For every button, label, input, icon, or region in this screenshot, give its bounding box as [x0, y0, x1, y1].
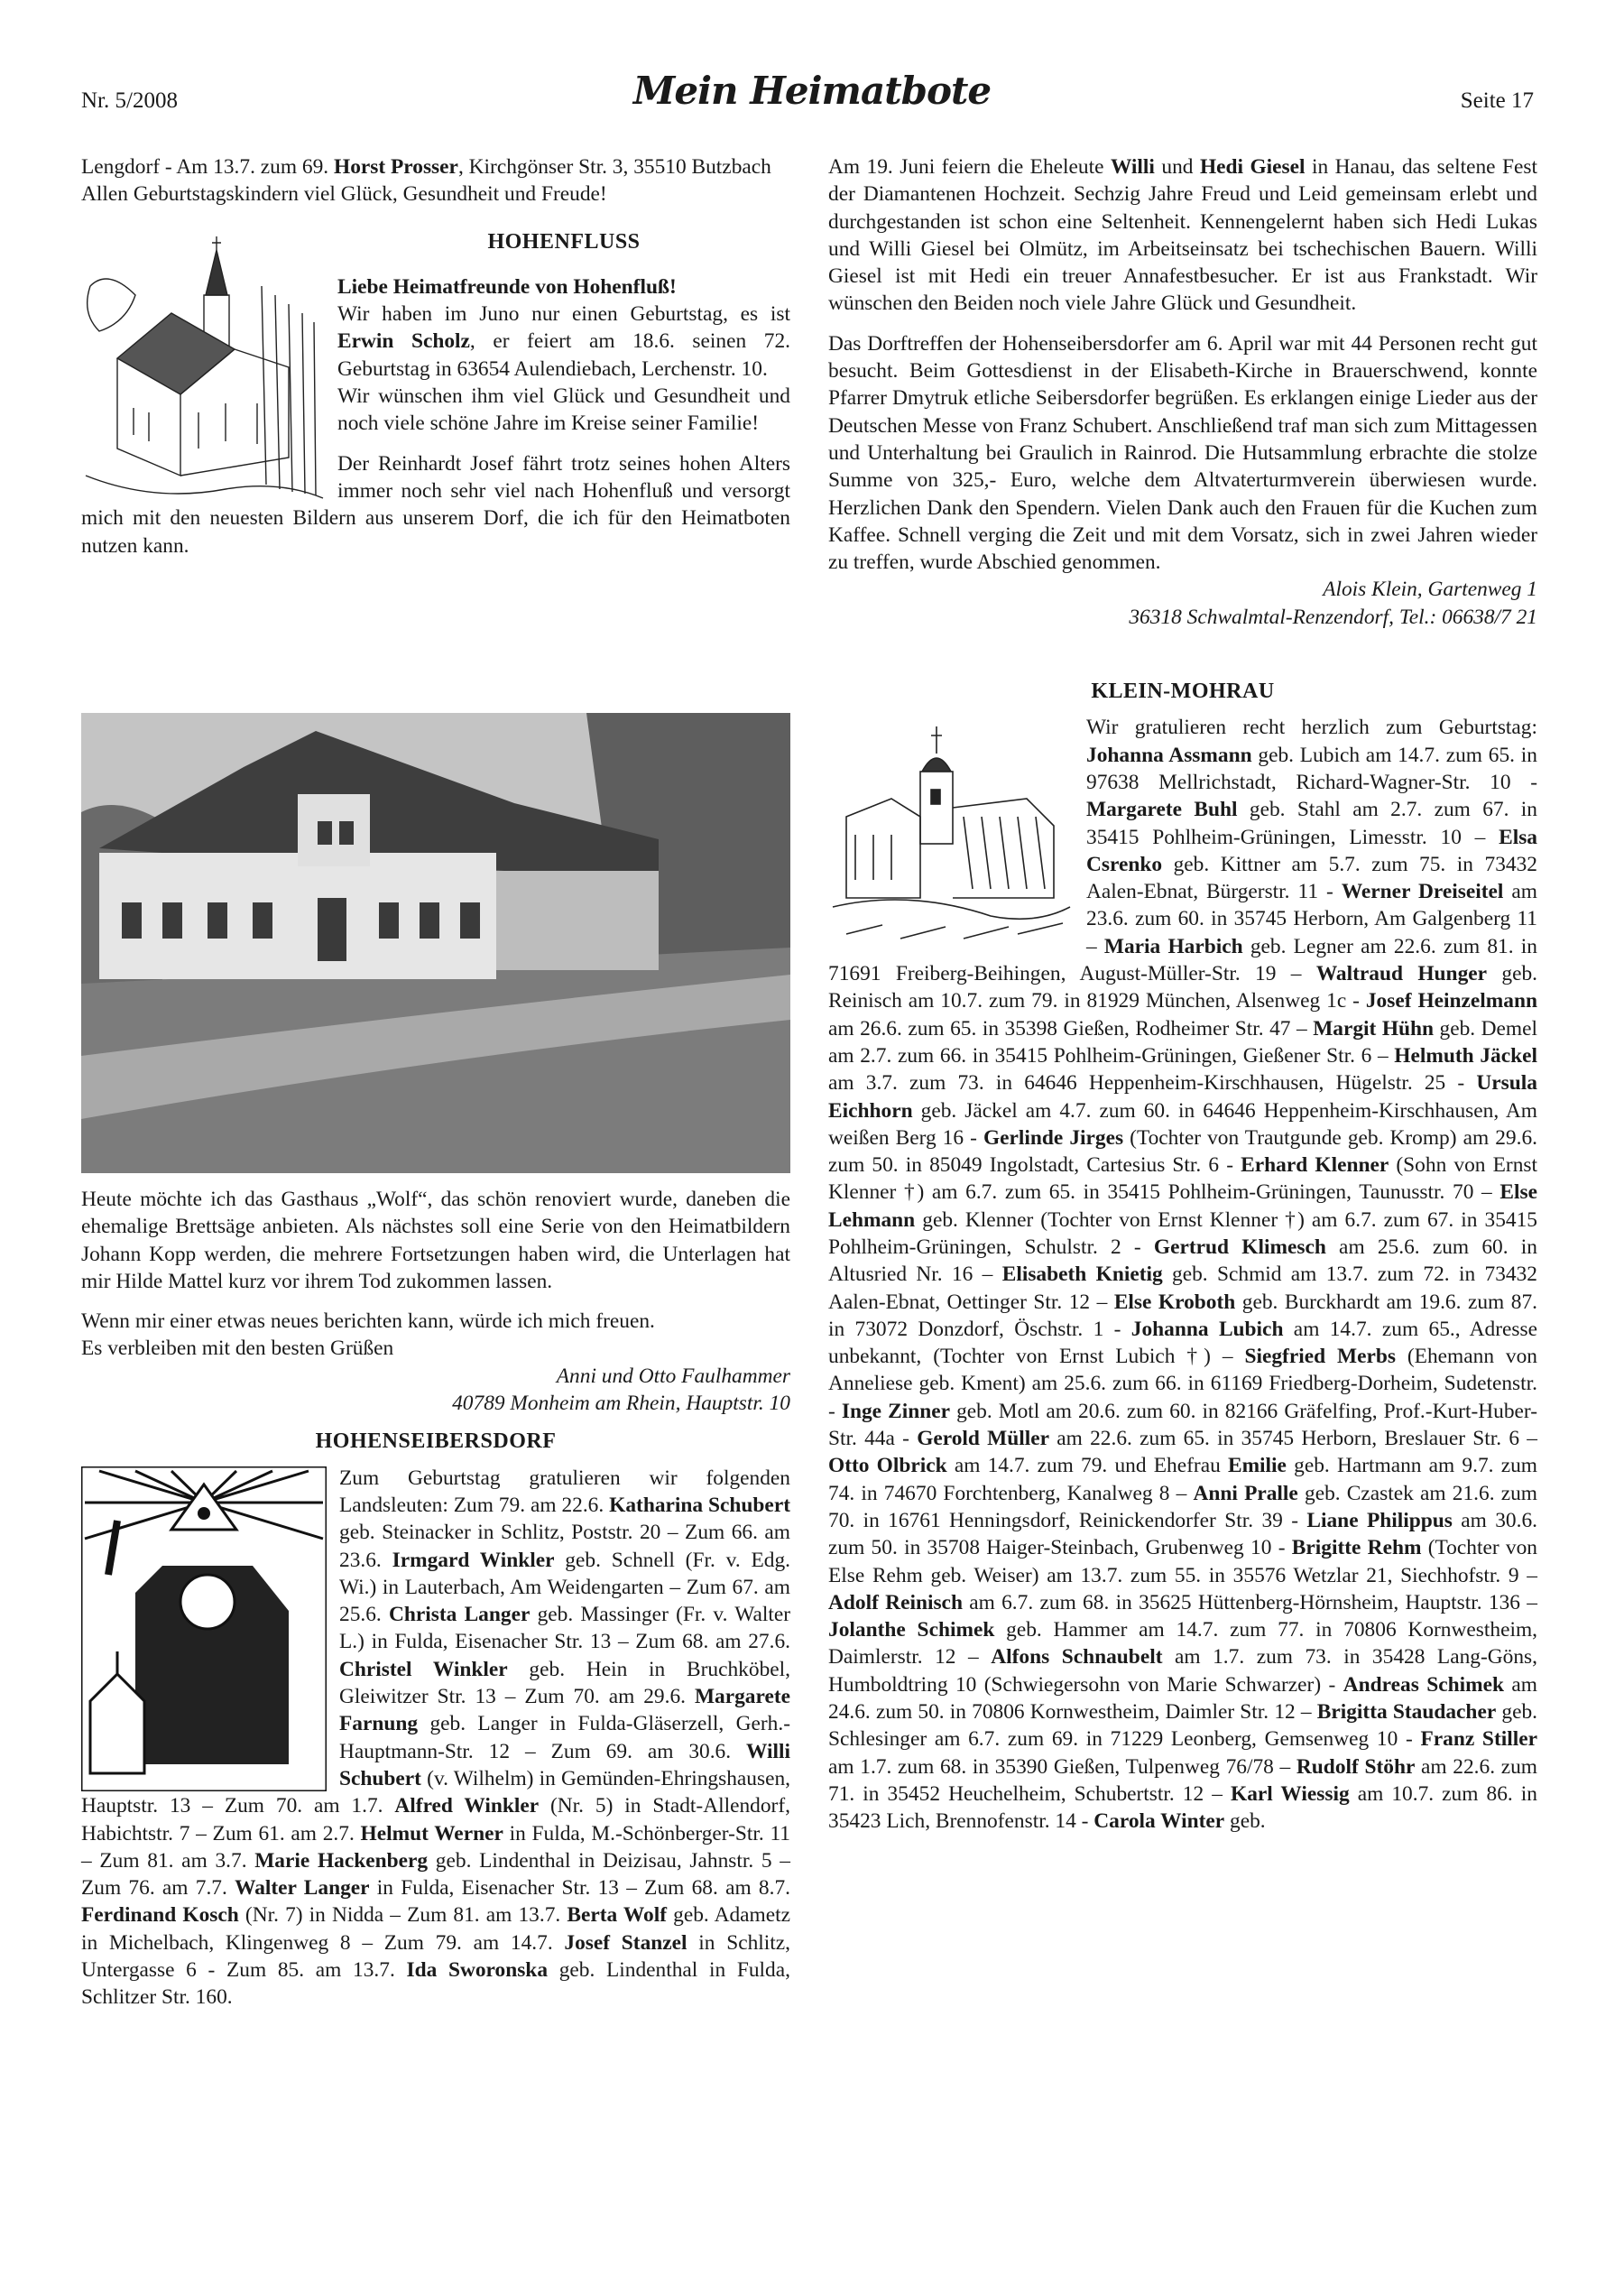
person-name: Christel Winkler [339, 1657, 508, 1681]
person-name: Waltraud Hunger [1315, 962, 1488, 986]
hohenfluss-birthday: Wir haben im Juno nur einen Geburtstag, es ist Erwin Scholz, er feiert am 18.6. seinen 72. Geburtstag in 63654 Aulendiebach, Lerchenstr. 10. [337, 302, 790, 381]
text-run: am 25.6. zum 60. in Altusried Nr. 16 – [828, 1235, 1537, 1287]
greeting: Liebe Heimatfreunde von Hohenfluß! [337, 274, 677, 299]
text-run: geb. Lindenthal in Deizisau, Jahnstr. 5 – Zum 76. am 7.7. [81, 1848, 790, 1901]
person-name: Ferdinand Kosch [81, 1903, 239, 1928]
woodcut-illustration [81, 1466, 327, 1791]
signature-name: Alois Klein, Gartenweg 1 [1323, 578, 1537, 602]
text-run: am 1.7. zum 68. in 35390 Gießen, Tulpenweg 76/78 – [828, 1754, 1296, 1779]
text-run: und [1154, 155, 1200, 179]
text-run: in Hanau, das seltene Fest der Diamantenen Hochzeit. Sechzig Jahre Freud und Leid gemeinsam erlebt und durchgestanden ist schon eine Seltenheit. Kennengelernt haben sich Hedi Lukas und Willi Giesel bei Olmütz, im Arbeitseinsatz bei tschechischen Bauern. Willi Giesel ist mit Hedi ein treuer Annafestbesucher. Er ist aus Frankstadt. Wir wünschen den Beiden noch viele Jahre Glück und Gesundheit. [828, 155, 1537, 316]
person-name: Margarete Farnung [339, 1685, 790, 1736]
person-name: Margit Hühn [1313, 1016, 1435, 1041]
gasthaus-wolf-photo [81, 713, 790, 1173]
village-church-illustration [828, 717, 1074, 948]
text-run: am 3.7. zum 73. in 64646 Heppenheim-Kirschhausen, Hügelstr. 25 - [828, 1071, 1477, 1096]
text-run: geb. Reinisch am 10.7. zum 79. in 81929 München, Alsenweg 1c - [828, 962, 1538, 1013]
text-run: geb. Czastek am 21.6. zum 70. in 16761 Henningsdorf, Reinickendorfer Str. 39 - [828, 1481, 1537, 1532]
person-name: Elisabeth Knietig [1001, 1263, 1163, 1287]
left-column-bottom [81, 1186, 790, 2012]
person-name: Josef Stanzel [564, 1930, 687, 1955]
text-run: (Tochter von Else Rehm geb. Weiser) am 13.7. zum 55. in 35576 Wetzlar 21, Siechhofstr. 9 – [828, 1536, 1537, 1587]
person-name: Werner Dreiseitel [1341, 880, 1504, 904]
person-name: Carola Winter [1093, 1809, 1225, 1834]
person-name: Elsa Csrenko [1086, 825, 1537, 876]
text-run: am 10.7. zum 86. in 35423 Lich, Brennofenstr. 14 - [828, 1781, 1537, 1834]
issue-number: Nr. 5/2008 [81, 88, 178, 113]
person-name: Brigitta Staudacher [1316, 1700, 1497, 1725]
person-name: Siegfried Merbs [1244, 1345, 1396, 1369]
person-name: Johanna Assmann [1086, 743, 1252, 767]
text-run: geb. Hartmann am 9.7. zum 74. in 74670 Forchtenberg, Kanalweg 8 – [828, 1454, 1537, 1505]
text-run: geb. Massinger (Fr. v. Walter L.) in Fulda, Eisenacher Str. 13 – Zum 68. am 27.6. [339, 1603, 790, 1654]
text-run: (Sohn von Ernst Klenner †) am 6.7. zum 65. in 35415 Pohlheim-Grüningen, Taunusstr. 70 – [828, 1153, 1537, 1205]
section-heading-hohenseibersdorf: HOHENSEIBERSDORF [315, 1429, 557, 1454]
intro-wishes: Allen Geburtstagskindern viel Glück, Gesundheit und Freude! [81, 182, 607, 207]
person-name: Jolanthe Schimek [828, 1618, 995, 1642]
text-run: geb. Klenner (Tochter von Ernst Klenner †) am 6.7. zum 67. in 35415 Pohlheim-Grüningen, Schulstr. 2 - [828, 1207, 1537, 1259]
page-number: Seite 17 [1460, 88, 1534, 113]
text-run: am 26.6. zum 65. in 35398 Gießen, Rodheimer Str. 47 – [828, 1016, 1314, 1041]
signature-address: 36318 Schwalmtal-Renzendorf, Tel.: 06638/7 21 [1129, 605, 1537, 629]
text-run: geb. Legner am 22.6. zum 81. in 71691 Freiberg-Beihingen, August-Müller-Str. 19 – [828, 934, 1537, 986]
text-run: (Nr. 7) in Nidda – Zum 81. am 13.7. [238, 1903, 567, 1928]
person-name: Else Kroboth [1113, 1290, 1236, 1314]
text-run: am 14.7. zum 79. und Ehefrau [946, 1454, 1228, 1478]
text-run: geb. Adametz in Michelbach, Klingenweg 8 – Zum 79. am 14.7. [81, 1903, 790, 1955]
text-run: geb. Kittner am 5.7. zum 75. in 73432 Aalen-Ebnat, Bürgerstr. 11 - [1086, 852, 1537, 904]
dorftreffen-paragraph: Das Dorftreffen der Hohenseibersdorfer am 6. April war mit 44 Personen recht gut besucht. Beim Gottesdienst in der Elisabeth-Kirche in Brauerschwend, konnte Pfarrer Dmytruk etliche Seibersdorfer begrüßen. Es erklangen einige Lieder aus der Deutschen Messe von Franz Schubert. Anschließend traf man sich zum Mittagessen und Unterhaltung bei Graulich in Rainrod. Die Hutsammlung erbrachte die stolze Summe von 325,- Euro, welche dem Altvaterturmverein überwiesen wurde. Herzlichen Dank den Spendern. Vielen Dank auch den Frauen für die Kuchen zum Kaffee. Schnell verging die Zeit und mit dem Vorsatz, sich in zwei Jahren wieder zu treffen, wurde Abschied genommen. [828, 331, 1537, 575]
person-name: Horst Prosser [334, 155, 458, 179]
person-name: Maria Harbich [1103, 934, 1243, 958]
diamond-wedding-paragraph [828, 153, 1537, 318]
person-name: Gerlinde Jirges [983, 1125, 1124, 1150]
person-name: Helmuth Jäckel [1394, 1043, 1537, 1068]
text-run: am 23.6. zum 60. in 35745 Herborn, Am Galgenberg 11 – [1086, 880, 1537, 958]
text-run: geb. Jäckel am 4.7. zum 60. in 64646 Heppenheim-Kirschhausen, Am weißen Berg 16 - [828, 1098, 1537, 1150]
person-name: Willi [1110, 155, 1155, 179]
text-run: am 14.7. zum 65., Adresse unbekannt, (Tochter von Ernst Lubich †) – [828, 1317, 1537, 1369]
signature-name: Anni und Otto Faulhammer [556, 1364, 790, 1388]
text-run: am 24.6. zum 50. in 70806 Kornwestheim, Daimler Str. 12 – [828, 1672, 1537, 1725]
news-request: Wenn mir einer etwas neues berichten kann, würde ich mich freuen. [81, 1309, 655, 1334]
person-name: Ida Sworonska [406, 1958, 549, 1983]
text-run: Wir gratulieren recht herzlich zum Geburtstag: [1086, 716, 1537, 740]
section-heading-hohenfluss: HOHENFLUSS [487, 229, 641, 254]
person-name: Rudolf Stöhr [1296, 1754, 1416, 1779]
text-run: in Fulda, Eisenacher Str. 13 – Zum 68. am 8.7. [369, 1876, 790, 1901]
hohenfluss-photos-note: Der Reinhardt Josef fährt trotz seines hohen Alters immer noch sehr viel nach Hohenfluß und versorgt mich mit den neuesten Bildern aus unserem Dorf, die ich für den Heimatboten nutzen kann. [81, 451, 790, 558]
person-name: Helmut Werner [360, 1821, 503, 1845]
signature-address: 40789 Monheim am Rhein, Hauptstr. 10 [452, 1392, 790, 1416]
person-name: Josef Heinzelmann [1365, 989, 1537, 1013]
text-run: geb. Burckhardt am 19.6. zum 87. in 73072 Donzdorf, Öschstr. 1 - [828, 1290, 1537, 1341]
person-name: Margarete Buhl [1086, 798, 1238, 822]
text-run: am 1.7. zum 73. in 35428 Lang-Göns, Humboldtring 10 (Schwiegersohn von Marie Schwarzer) - [828, 1645, 1537, 1697]
chapel-illustration [81, 232, 325, 503]
text-run: geb. Steinacker in Schlitz, Poststr. 20 – Zum 66. am 23.6. [339, 1521, 790, 1572]
person-name: Ursula Eichhorn [828, 1071, 1537, 1123]
text-run: geb. Stahl am 2.7. zum 67. in 35415 Pohlheim-Grüningen, Limesstr. 10 – [1086, 798, 1537, 849]
text-run: geb. Lubich am 14.7. zum 65. in 97638 Mellrichstadt, Richard-Wagner-Str. 10 - [1086, 743, 1537, 794]
text-run: in Schlitz, Untergasse 6 - Zum 85. am 13.7. [81, 1930, 791, 1983]
person-name: Christa Langer [389, 1603, 531, 1627]
hohenfluss-wishes: Wir wünschen ihm viel Glück und Gesundheit und noch viele schöne Jahre im Kreise seiner Familie! [337, 384, 790, 436]
text-run: Am 19. Juni feiern die Eheleute [828, 155, 1111, 179]
person-name: Hedi Giesel [1199, 155, 1306, 179]
text-run: geb. Lindenthal in Fulda, Schlitzer Str. 160. [81, 1958, 790, 2010]
person-name: Marie Hackenberg [254, 1848, 429, 1873]
person-name: Alfred Winkler [394, 1794, 540, 1818]
person-name: Otto Olbrick [828, 1454, 947, 1478]
person-name: Erwin Scholz [337, 329, 470, 354]
text-run: am 22.6. zum 65. in 35745 Herborn, Breslauer Str. 6 – [1049, 1427, 1538, 1451]
gasthaus-paragraph: Heute möchte ich das Gasthaus „Wolf“, das schön renoviert wurde, daneben die ehemalige Brettsäge anbieten. Als nächstes soll eine Serie von den Heimatbildern Johann Kopp werden, die mehrere Fortsetzungen haben wird, die Unterlagen hat mir Hilde Mattel kurz vor ihrem Tod zukommen lassen. [81, 1188, 790, 1293]
intro-paragraph: Lengdorf - Am 13.7. zum 69. Horst Prosser, Kirchgönser Str. 3, 35510 Butzbach [81, 155, 771, 179]
person-name: Franz Stiller [1420, 1727, 1537, 1752]
person-name: Else Lehmann [828, 1180, 1537, 1232]
person-name: Anni Pralle [1193, 1481, 1298, 1505]
masthead-title: Mein Heimatbote [632, 69, 992, 113]
text-run: (Nr. 5) in Stadt-Allendorf, Habichtstr. 7 – Zum 61. am 2.7. [81, 1794, 790, 1845]
person-name: Inge Zinner [841, 1399, 951, 1423]
text-run: geb. Schlesinger am 6.7. zum 69. in 71229 Leonberg, Gemsenweg 10 - [828, 1700, 1538, 1752]
text-run: geb. Schmid am 13.7. zum 72. in 73432 Aalen-Ebnat, Oettinger Str. 12 – [828, 1263, 1537, 1314]
text-run: am 30.6. zum 50. in 35708 Haiger-Steinbach, Grubenweg 10 - [828, 1508, 1537, 1560]
text-run: geb. Hammer am 14.7. zum 77. in 70806 Kornwestheim, Daimlerstr. 12 – [828, 1618, 1537, 1670]
text-run: geb. Demel am 2.7. zum 66. in 35415 Pohlheim-Grüningen, Gießener Str. 6 – [828, 1016, 1537, 1068]
text-run: geb. Langer in Fulda-Gläserzell, Gerh.-Hauptmann-Str. 12 – Zum 69. am 30.6. [339, 1712, 790, 1763]
text-run: (Tochter von Trautgunde geb. Kromp) am 29.6. zum 50. in 85049 Ingolstadt, Cartesius Str. 6 - [828, 1125, 1537, 1178]
person-name: Willi Schubert [339, 1739, 790, 1790]
person-name: Walter Langer [235, 1876, 370, 1901]
person-name: Erhard Klenner [1241, 1153, 1389, 1178]
person-name: Emilie [1227, 1454, 1287, 1478]
person-name: Berta Wolf [567, 1903, 667, 1928]
person-name: Adolf Reinisch [828, 1590, 963, 1614]
text-run: am 22.6. zum 71. in 35452 Heuchelheim, Schubertstr. 12 – [828, 1754, 1538, 1806]
text-run: geb. Hein in Bruchköbel, Gleiwitzer Str. 13 – Zum 70. am 29.6. [339, 1657, 790, 1709]
text-run: am 6.7. zum 68. in 35625 Hüttenberg-Hörnsheim, Hauptstr. 136 – [962, 1590, 1537, 1614]
person-name: Gerold Müller [917, 1427, 1050, 1451]
person-name: Brigitte Rehm [1291, 1536, 1422, 1560]
text-run: (v. Wilhelm) in Gemünden-Ehringshausen, Hauptstr. 13 – Zum 70. am 1.7. [81, 1766, 790, 1818]
closing: Es verbleiben mit den besten Grüßen [81, 1337, 394, 1361]
text-run: geb. Motl am 20.6. zum 60. in 82166 Gräfelfing, Prof.-Kurt-Huber-Str. 44a - [828, 1399, 1538, 1451]
person-name: Irmgard Winkler [392, 1548, 555, 1572]
person-name: Andreas Schimek [1343, 1672, 1504, 1697]
person-name: Gertrud Klimesch [1153, 1235, 1326, 1259]
text-run: in Fulda, M.-Schönberger-Str. 11 – Zum 81. am 3.7. [81, 1821, 790, 1873]
left-column-top [81, 153, 790, 560]
person-name: Alfons Schnaubelt [991, 1645, 1163, 1670]
person-name: Katharina Schubert [609, 1493, 790, 1517]
text-run: geb. [1224, 1809, 1266, 1834]
person-name: Johanna Lubich [1130, 1317, 1284, 1341]
person-name: Liane Philippus [1306, 1508, 1453, 1532]
text-run: geb. Schnell (Fr. v. Edg. Wi.) in Lauterbach, Am Weidengarten – Zum 67. am 25.6. [339, 1548, 790, 1627]
text-run: (Ehemann von Anneliese geb. Kment) am 25.6. zum 66. in 61169 Friedberg-Dorheim, Sudetenstr. - [828, 1345, 1538, 1423]
text-run: Zum Geburtstag gratulieren wir folgenden Landsleuten: Zum 79. am 22.6. [339, 1466, 790, 1517]
section-heading-klein-mohrau: KLEIN-MOHRAU [1091, 680, 1275, 704]
person-name: Karl Wiessig [1231, 1781, 1350, 1806]
right-column [828, 153, 1537, 1836]
